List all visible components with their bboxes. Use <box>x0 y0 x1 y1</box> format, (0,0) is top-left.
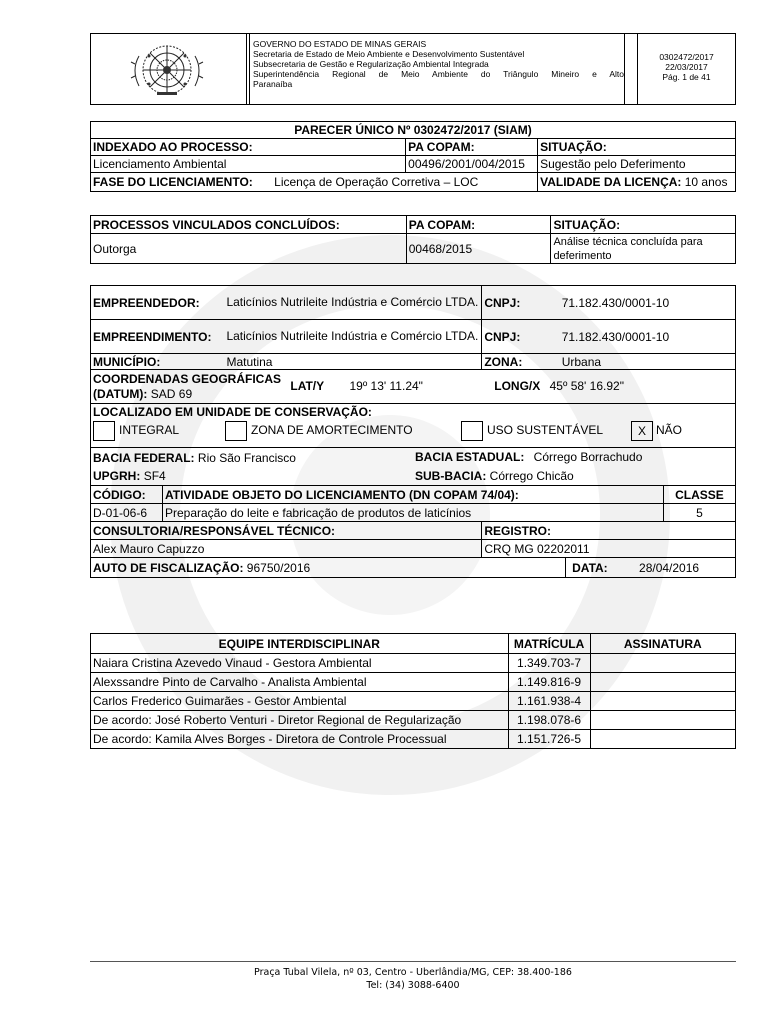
auto-cell <box>91 558 566 578</box>
datum-value: SAD 69 <box>150 386 193 401</box>
cnpj-label: CNPJ: <box>482 286 552 320</box>
equipe-table <box>90 633 736 749</box>
pa-copam-value: 00496/2001/004/2015 <box>406 156 538 173</box>
equipe-member-name: Alexssandre Pinto de Carvalho - Analista Ambiental <box>91 673 509 692</box>
coordenadas-label: COORDENADAS GEOGRÁFICAS <box>93 371 282 386</box>
cnpj-label-2: CNPJ: <box>482 320 552 354</box>
datum-label: (DATUM): <box>93 386 148 401</box>
empreendedor-value: Laticínios Nutrileite Indústria e Comércio LTDA. <box>224 286 481 320</box>
gov-line-4: Superintendência Regional de Meio Ambiente do Triângulo Mineiro e Alto <box>253 69 624 79</box>
document-number: 0302472/2017 <box>659 52 714 62</box>
equipe-member-signature <box>590 730 735 749</box>
data-label: DATA: <box>572 560 608 575</box>
nao-checkbox[interactable]: X <box>631 421 653 441</box>
footer-address: Praça Tubal Vilela, nº 03, Centro - Uberlândia/MG, CEP: 38.400-186 <box>254 967 572 978</box>
equipe-member-signature <box>590 673 735 692</box>
gov-line-2: Secretaria de Estado de Meio Ambiente e Desenvolvimento Sustentável <box>253 49 525 59</box>
equipe-member-matricula: 1.349.703-7 <box>508 654 590 673</box>
situacao-value: Sugestão pelo Deferimento <box>538 156 736 173</box>
bacia-estadual-label: BACIA ESTADUAL: <box>415 450 525 464</box>
classe-value: 5 <box>663 504 735 522</box>
amortecimento-label: ZONA DE AMORTECIMENTO <box>251 423 413 437</box>
equipe-header: EQUIPE INTERDISCIPLINAR <box>91 634 509 654</box>
amortecimento-checkbox[interactable] <box>225 421 247 441</box>
bacia-estadual-value: Córrego Borrachudo <box>533 450 643 464</box>
integral-checkbox[interactable] <box>93 421 115 441</box>
situacao-value: Análise técnica concluída para deferimento <box>551 234 736 264</box>
fase-label: FASE DO LICENCIAMENTO: <box>93 175 253 189</box>
pa-header: PA COPAM: <box>406 216 551 234</box>
lat-value: 19º 13' 11.24" <box>349 378 423 393</box>
equipe-member-matricula: 1.149.816-9 <box>508 673 590 692</box>
classe-label: CLASSE <box>663 486 735 504</box>
codigo-value: D-01-06-6 <box>91 504 163 522</box>
codigo-label: CÓDIGO: <box>91 486 163 504</box>
atividade-label: ATIVIDADE OBJETO DO LICENCIAMENTO (DN COPAM 74/04): <box>162 486 663 504</box>
matricula-header: MATRÍCULA <box>508 634 590 654</box>
equipe-member-matricula: 1.161.938-4 <box>508 692 590 711</box>
gov-line-3: Subsecretaria de Gestão e Regularização Ambiental Integrada <box>253 59 489 69</box>
document-date: 22/03/2017 <box>665 62 708 72</box>
situacao-label: SITUAÇÃO: <box>538 139 736 156</box>
upgrh-label: UPGRH: <box>93 469 141 484</box>
pa-copam-label: PA COPAM: <box>406 139 538 156</box>
uc-label: LOCALIZADO EM UNIDADE DE CONSERVAÇÃO: <box>93 405 372 419</box>
government-info <box>249 34 625 104</box>
coat-of-arms-icon <box>91 34 246 104</box>
document-header <box>90 33 736 105</box>
sustentavel-label: USO SUSTENTÁVEL <box>487 423 604 437</box>
lat-label: LAT/Y <box>290 378 325 393</box>
zona-label: ZONA: <box>482 354 552 370</box>
atividade-value: Preparação do leite e fabricação de produtos de laticínios <box>162 504 663 522</box>
indexado-label: INDEXADO AO PROCESSO: <box>91 139 406 156</box>
indexado-value: Licenciamento Ambiental <box>91 156 406 173</box>
equipe-member-signature <box>590 654 735 673</box>
equipe-member-signature <box>590 711 735 730</box>
unidade-conservacao-row <box>91 404 736 448</box>
coat-of-arms-cell <box>91 34 247 104</box>
fase-value: Licença de Operação Corretiva – LOC <box>274 175 479 189</box>
parecer-table <box>90 121 736 192</box>
processos-vinculados-table <box>90 215 736 264</box>
empreendimento-label: EMPREENDIMENTO: <box>91 320 225 354</box>
situacao-header: SITUAÇÃO: <box>551 216 736 234</box>
empreendimento-table <box>90 285 736 578</box>
integral-label: INTEGRAL <box>119 423 180 437</box>
subbacia-label: SUB-BACIA: <box>415 468 487 483</box>
gov-line-5: Paranaíba <box>253 79 293 89</box>
bacia-row <box>91 448 736 468</box>
data-value: 28/04/2016 <box>639 560 700 575</box>
consultoria-label: CONSULTORIA/RESPONSÁVEL TÉCNICO: <box>91 522 482 540</box>
equipe-member-matricula: 1.198.078-6 <box>508 711 590 730</box>
pa-value: 00468/2015 <box>406 234 551 264</box>
municipio-label: MUNICÍPIO: <box>91 354 225 370</box>
long-label: LONG/X <box>494 378 541 393</box>
empreendimento-value: Laticínios Nutrileite Indústria e Comércio LTDA. <box>224 320 481 354</box>
upgrh-row <box>91 468 736 486</box>
document-id-cell <box>637 34 735 104</box>
equipe-member-matricula: 1.151.726-5 <box>508 730 590 749</box>
equipe-member-name: Carlos Frederico Guimarães - Gestor Ambiental <box>91 692 509 711</box>
equipe-member-name: Naiara Cristina Azevedo Vinaud - Gestora Ambiental <box>91 654 509 673</box>
equipe-member-name: De acordo: José Roberto Venturi - Diretor Regional de Regularização <box>91 711 509 730</box>
auto-label: AUTO DE FISCALIZAÇÃO: <box>93 560 244 575</box>
registro-value: CRQ MG 02202011 <box>482 540 736 558</box>
upgrh-value: SF4 <box>143 469 166 484</box>
processo-value: Outorga <box>91 234 407 264</box>
data-cell <box>566 558 736 578</box>
consultoria-value: Alex Mauro Capuzzo <box>91 540 482 558</box>
processos-header: PROCESSOS VINCULADOS CONCLUÍDOS: <box>91 216 407 234</box>
subbacia-value: Córrego Chicão <box>489 468 574 483</box>
validade-cell <box>538 173 736 192</box>
registro-label: REGISTRO: <box>482 522 736 540</box>
cnpj-value-2: 71.182.430/0001-10 <box>552 320 736 354</box>
validade-value: 10 anos <box>684 175 728 189</box>
fase-cell <box>91 173 538 192</box>
parecer-title: PARECER ÚNICO Nº 0302472/2017 (SIAM) <box>91 122 736 139</box>
cnpj-value: 71.182.430/0001-10 <box>552 286 736 320</box>
sustentavel-checkbox[interactable] <box>461 421 483 441</box>
equipe-member-signature <box>590 692 735 711</box>
equipe-member-name: De acordo: Kamila Alves Borges - Diretora de Controle Processual <box>91 730 509 749</box>
subbacia-group <box>415 469 574 483</box>
validade-label: VALIDADE DA LICENÇA: <box>540 175 682 189</box>
bacia-estadual-group <box>415 450 642 464</box>
coordenadas-label-block <box>93 372 281 402</box>
bacia-federal-value: Rio São Francisco <box>197 450 296 465</box>
gov-line-1: GOVERNO DO ESTADO DE MINAS GERAIS <box>253 39 427 49</box>
bacia-federal-label: BACIA FEDERAL: <box>93 450 195 465</box>
footer-divider <box>90 961 736 962</box>
footer <box>90 966 736 992</box>
nao-label: NÃO <box>656 423 683 437</box>
assinatura-header: ASSINATURA <box>590 634 735 654</box>
zona-value: Urbana <box>552 354 736 370</box>
page-info: Pág. 1 de 41 <box>662 72 711 82</box>
long-value: 45º 58' 16.92" <box>549 378 624 393</box>
uc-options <box>93 421 733 441</box>
coordenadas-row <box>91 370 736 404</box>
auto-value: 96750/2016 <box>246 560 311 575</box>
municipio-value: Matutina <box>224 354 481 370</box>
footer-phone: Tel: (34) 3088-6400 <box>366 980 460 991</box>
empreendedor-label: EMPREENDEDOR: <box>91 286 225 320</box>
